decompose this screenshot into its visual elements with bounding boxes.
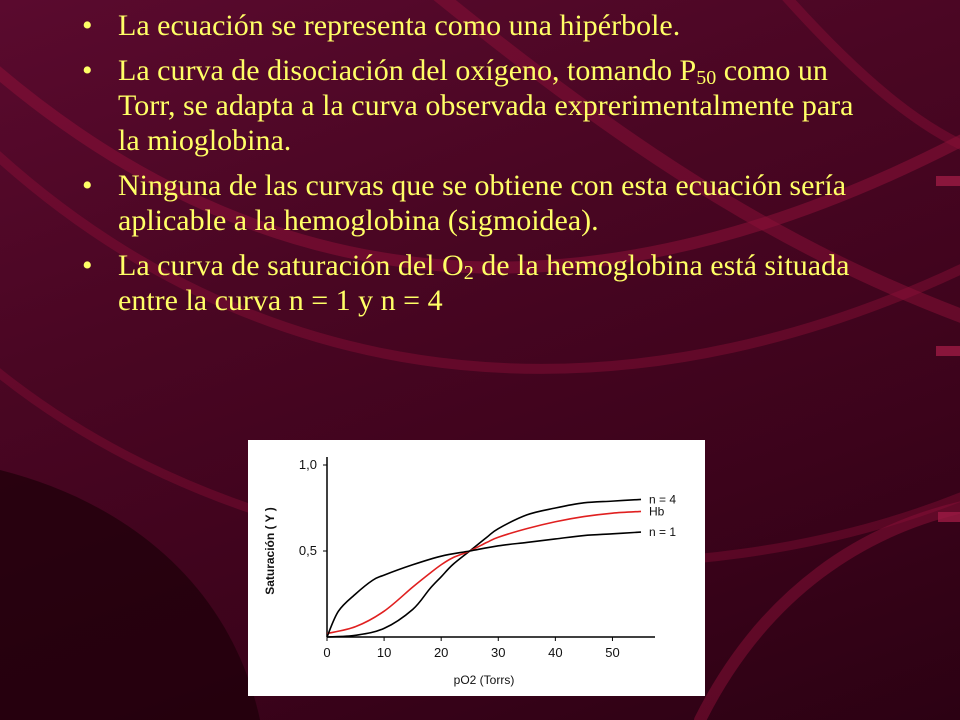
edge-mark	[936, 176, 960, 186]
x-tick-label: 10	[376, 645, 392, 660]
bullet-text: La curva de disociación del oxígeno, tomando P	[118, 54, 697, 87]
series-label: Hb	[649, 504, 665, 519]
saturation-chart	[248, 440, 705, 696]
bullet-marker: •	[82, 54, 93, 87]
bullet-text: Ninguna de las curvas que se obtiene con esta ecuación sería aplicable a la hemoglobina (sigmoidea).	[118, 169, 847, 237]
subscript: 50	[696, 67, 717, 89]
bullet-item	[82, 248, 882, 318]
bullet-item	[82, 8, 882, 43]
x-tick-label: 20	[433, 645, 449, 660]
bullet-item	[82, 53, 882, 158]
bullet-text: La curva de saturación del O	[118, 249, 464, 282]
edge-mark	[938, 512, 960, 522]
y-tick-label: 0,5	[298, 543, 317, 558]
dark-shadow	[0, 470, 260, 720]
x-tick-label: 30	[491, 645, 506, 660]
bullet-item	[82, 168, 882, 238]
bullet-marker: •	[82, 169, 93, 202]
x-tick-label: 0	[323, 645, 331, 660]
chart-canvas	[248, 440, 705, 696]
edge-mark	[936, 346, 960, 356]
bullet-marker: •	[82, 249, 93, 282]
x-tick-label: 50	[605, 645, 620, 660]
bullet-list	[82, 8, 882, 328]
series-label: n = 4	[649, 492, 677, 507]
bullet-marker: •	[82, 9, 93, 42]
bullet-text-continued: de la hemoglobina está situada entre la curva n = 1 y n = 4	[118, 249, 850, 317]
x-axis-label: pO2 (Torrs)	[453, 673, 515, 687]
y-axis-label: Saturación ( Y )	[263, 507, 277, 595]
series-line	[327, 511, 641, 633]
bullet-text-continued: como un Torr, se adapta a la curva observada exprerimentalmente para la mioglobina.	[118, 54, 854, 157]
x-tick-label: 40	[548, 645, 563, 660]
y-tick-label: 1,0	[298, 457, 317, 472]
series-group	[327, 492, 676, 637]
series-line	[327, 532, 641, 637]
series-label: n = 1	[649, 525, 677, 540]
subscript: 2	[463, 262, 474, 284]
series-line	[327, 499, 641, 637]
bullet-text: La ecuación se representa como una hipérbole.	[118, 9, 681, 42]
